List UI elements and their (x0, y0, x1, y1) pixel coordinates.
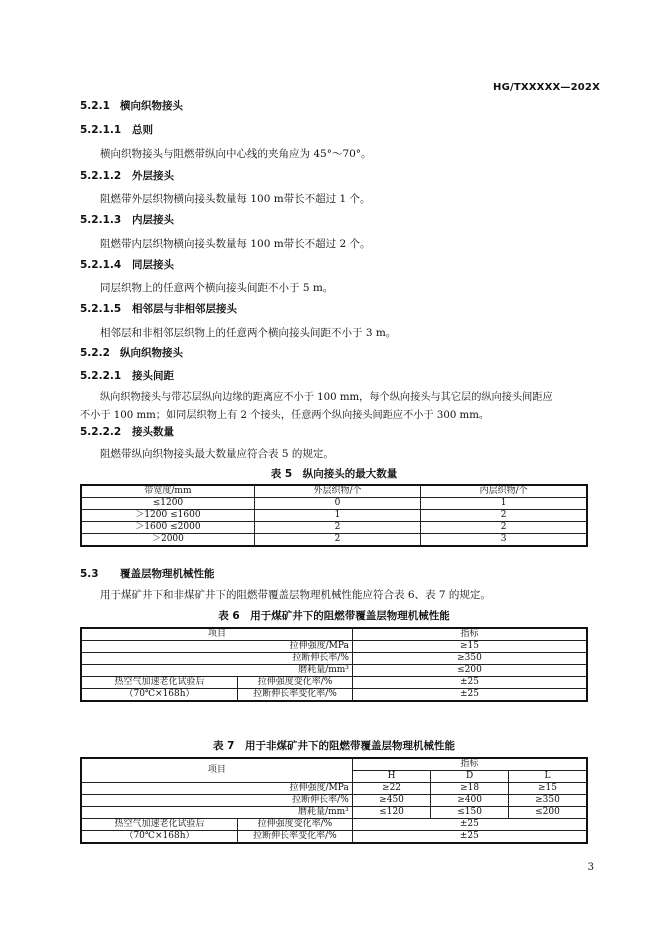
table-cell: （70℃×168h） (81, 831, 237, 844)
table-header-cell: 指标 (352, 758, 587, 771)
table-cell: ≥450 (352, 795, 431, 807)
table-cell: 拉断伸长率/% (81, 653, 352, 665)
table-header-row (81, 758, 587, 771)
table-cell: ±25 (352, 677, 587, 689)
table7-caption: 表 7 用于非煤矿井下的阻燃带覆盖层物理机械性能 (213, 740, 455, 752)
table-cell: ≥22 (352, 783, 431, 795)
table6-caption: 表 6 用于煤矿井下的阻燃带覆盖层物理机械性能 (218, 610, 450, 622)
paragraph: 用于煤矿井下和非煤矿井下的阻燃带覆盖层物理机械性能应符合表 6、表 7 的规定。 (100, 589, 491, 601)
section-heading-5-2-1-5: 5.2.1.5 相邻层与非相邻层接头 (80, 303, 237, 315)
table-header-cell: 项目 (81, 628, 352, 641)
table-row (81, 783, 587, 795)
table-cell: 1 (421, 498, 587, 510)
table-row (81, 807, 587, 819)
paragraph-continuation: 不小于 100 mm；如同层织物上有 2 个接头，任意两个纵向接头间距应不小于 300 mm。 (80, 410, 490, 421)
table-row (81, 534, 587, 547)
table-cell: 2 (421, 510, 587, 522)
table-row (81, 653, 587, 665)
table-cell: 2 (421, 522, 587, 534)
table-cell: ≤200 (352, 665, 587, 677)
table-cell: 2 (254, 522, 420, 534)
table-header-cell: 外层织物/个 (254, 485, 420, 498)
section-heading-5-2-2-1: 5.2.2.1 接头间距 (80, 370, 174, 382)
table-header-cell: L (508, 771, 587, 783)
section-heading-5-3: 5.3 覆盖层物理机械性能 (80, 568, 215, 580)
table-cell: 热空气加速老化试验后 (81, 819, 237, 831)
table-cell: 拉伸强度/MPa (81, 641, 352, 653)
paragraph: 纵向织物接头与带芯层纵向边缘的距离应不小于 100 mm，每个纵向接头与其它层的纵向接头间距应 (100, 392, 553, 403)
table-cell: ＞1600 ≤2000 (81, 522, 254, 534)
paragraph: 同层织物上的任意两个横向接头间距不小于 5 m。 (100, 282, 334, 294)
table-header-cell: H (352, 771, 431, 783)
table5-caption: 表 5 纵向接头的最大数量 (270, 468, 398, 480)
table-row (81, 677, 587, 689)
table-cell: ≤200 (508, 807, 587, 819)
table-header-cell: 带宽度/mm (81, 485, 254, 498)
table-row (81, 819, 587, 831)
table-cell: 热空气加速老化试验后 (81, 677, 238, 689)
table-cell: （70℃×168h） (81, 689, 238, 702)
table-cell: 3 (421, 534, 587, 547)
table-header-cell: D (431, 771, 509, 783)
section-heading-5-2-2: 5.2.2 纵向织物接头 (80, 347, 183, 359)
table-header-row (81, 628, 587, 641)
table-header-row (81, 485, 587, 498)
table-cell: ≥18 (431, 783, 509, 795)
standard-code: HG/TXXXXX—202X (493, 82, 600, 93)
table-cell: 拉断伸长率/% (81, 795, 352, 807)
table-row (81, 510, 587, 522)
table-row (81, 831, 587, 844)
table-cell: 磨耗量/mm³ (81, 665, 352, 677)
table-cell: ≥350 (352, 653, 587, 665)
table-cell: ≥400 (431, 795, 509, 807)
table-cell: 拉断伸长率变化率/% (237, 831, 352, 844)
table-header-cell: 项目 (81, 758, 352, 783)
table-cell: 0 (254, 498, 420, 510)
table-cell: ±25 (352, 819, 587, 831)
table-row (81, 795, 587, 807)
table-cell: ≥350 (508, 795, 587, 807)
section-heading-5-2-1: 5.2.1 横向织物接头 (80, 100, 183, 112)
paragraph: 相邻层和非相邻层织物上的任意两个横向接头间距不小于 3 m。 (100, 327, 397, 339)
section-heading-5-2-1-4: 5.2.1.4 同层接头 (80, 259, 174, 271)
table-cell: ≥15 (352, 641, 587, 653)
table-row (81, 641, 587, 653)
paragraph: 阻燃带内层织物横向接头数量每 100 m带长不超过 2 个。 (100, 238, 371, 250)
table5 (80, 484, 588, 547)
table-cell: ≥15 (508, 783, 587, 795)
table-cell: 拉伸强度/MPa (81, 783, 352, 795)
table7 (80, 757, 588, 844)
table-cell: ±25 (352, 689, 587, 702)
paragraph: 横向织物接头与阻燃带纵向中心线的夹角应为 45°～70°。 (100, 148, 372, 160)
table-row (81, 689, 587, 702)
table-cell: ＞2000 (81, 534, 254, 547)
table-row (81, 498, 587, 510)
table-cell: 磨耗量/mm³ (81, 807, 352, 819)
table-cell: 拉伸强度变化率/% (237, 819, 352, 831)
table-cell: ＞1200 ≤1600 (81, 510, 254, 522)
table-cell: ±25 (352, 831, 587, 844)
table-header-cell: 指标 (352, 628, 587, 641)
table-cell: 2 (254, 534, 420, 547)
table-cell: ≤1200 (81, 498, 254, 510)
section-heading-5-2-1-1: 5.2.1.1 总则 (80, 124, 153, 136)
section-heading-5-2-1-2: 5.2.1.2 外层接头 (80, 170, 174, 182)
section-heading-5-2-1-3: 5.2.1.3 内层接头 (80, 214, 174, 226)
table-header-cell: 内层织物/个 (421, 485, 587, 498)
table-row (81, 522, 587, 534)
table-cell: 拉断伸长率变化率/% (238, 689, 353, 702)
paragraph: 阻燃带纵向织物接头最大数量应符合表 5 的规定。 (100, 448, 334, 460)
paragraph: 阻燃带外层织物横向接头数量每 100 m带长不超过 1 个。 (100, 193, 371, 205)
table-cell: 拉伸强度变化率/% (238, 677, 353, 689)
table-cell: ≤150 (431, 807, 509, 819)
table6 (80, 627, 588, 702)
table-row (81, 665, 587, 677)
table-cell: ≤120 (352, 807, 431, 819)
section-heading-5-2-2-2: 5.2.2.2 接头数量 (80, 426, 174, 438)
table-cell: 1 (254, 510, 420, 522)
page-number: 3 (587, 862, 594, 873)
